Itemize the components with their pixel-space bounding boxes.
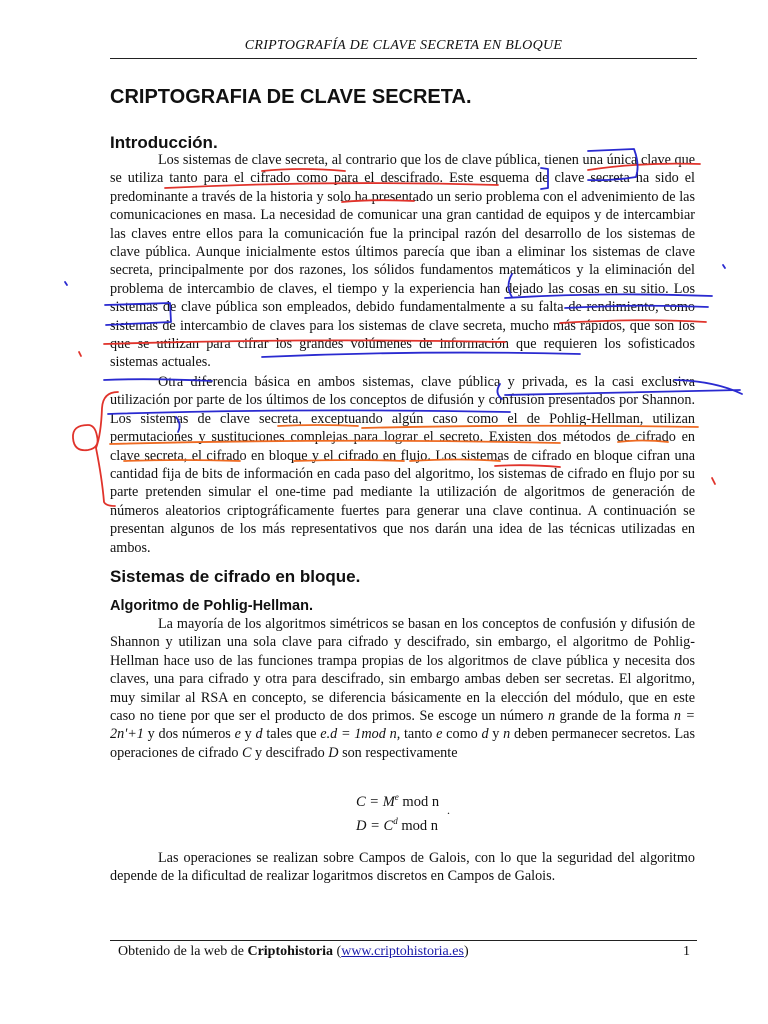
section-heading-block-ciphers: Sistemas de cifrado en bloque. xyxy=(110,567,361,586)
red-tick-right xyxy=(712,478,715,484)
ph-text-c: y dos números xyxy=(147,726,231,743)
var-d: d xyxy=(255,726,263,743)
expr-modulus: n = 2n'+1 xyxy=(110,708,696,743)
expr-ed: e.d = 1mod n xyxy=(320,726,397,743)
ph-text-i: deben permanecer secretos. Las operaciones de cifrado xyxy=(110,726,695,761)
formula-decrypt-rhs: mod n xyxy=(397,818,438,834)
pohlig-hellman-paragraph-2: Las operaciones se realizan sobre Campos de Galois, con lo que la seguridad del algoritmo depende de la dificultad de realizar logaritmos discretos en Campos de Galois. xyxy=(110,850,695,885)
pohlig-hellman-paragraph-1 xyxy=(110,615,695,762)
ph-text-k: son respectivamente xyxy=(342,744,458,761)
ph-text-f: , tanto xyxy=(396,726,433,743)
red-tick-left xyxy=(79,352,81,356)
formula-encrypt-lhs: C = M xyxy=(356,794,395,810)
blue-mark-right xyxy=(723,265,725,268)
subsection-heading-pohlig-hellman: Algoritmo de Pohlig-Hellman. xyxy=(110,598,314,614)
var-C: C xyxy=(241,744,252,761)
formula-decrypt xyxy=(356,816,438,835)
formula-encrypt-rhs: mod n xyxy=(398,794,440,810)
intro-paragraph-1: Los sistemas de clave secreta, al contrario que los de clave pública, tienen una única clave que se utiliza tanto para el cifrado como para el descifrado. Este esquema de clave secreta ha sido el predominante a través de la historia y solo ha presentado un serio problema con el advenimiento de las comunicaciones en masa. La necesidad de comunicar una gran cantidad de equipos y de intercambiar las claves entre ellos para la comunicación fue la principal razón del desarrollo de los sistemas de clave pública. Aunque inicialmente estos últimos parecía que iban a eliminar los sistemas de clave secreta, principalmente por dos razones, los sólidos fundamentos matemáticos y la eliminación del problema de intercambio de claves, el tiempo y la experiencia han dejado las cosas en su sitio. Los sistemas de clave pública son empleados, debido fundamentalmente a su falta de rendimiento, como sistemas de intercambio de claves para los sistemas de clave secreta, mucho más rápidos, que son los que se utilizan para cifrar los grandes volúmenes de información que requieren los sofisticados sistemas actuales. xyxy=(110,152,695,371)
var-n: n xyxy=(547,708,556,725)
footer xyxy=(118,944,469,960)
ph-text-j: y descifrado xyxy=(254,744,325,761)
ph-text-e: tales que xyxy=(266,726,317,743)
ph-text-b: grande de la forma xyxy=(559,708,670,725)
footer-rule xyxy=(110,940,697,941)
footer-link[interactable]: www.criptohistoria.es xyxy=(341,944,464,959)
var-D: D xyxy=(328,744,339,761)
var-e-2: e xyxy=(436,726,443,743)
page-number: 1 xyxy=(683,944,690,959)
formula-encrypt xyxy=(356,792,439,811)
intro-paragraph-2: Otra diferencia básica en ambos sistemas, clave pública y privada, es la casi exclusiva utilización por parte de los últimos de los conceptos de difusión y confusión presentados por Shannon. Los sistemas de clave secreta, exceptuando algún caso como el de Pohlig-Hellman, utilizan permutaciones y sustituciones complejas para lograr el secreto. Existen dos métodos de cifrado en clave secreta, el cifrado en bloque y el cifrado en flujo. Los sistemas de cifrado en bloque cifran una cantidad fija de bits de información en cada paso del algoritmo, los sistemas de cifrado en flujo por su parte pretenden simular el one-time pad mediante la utilización de algoritmos de generación de números aleatorios criptográficamente fuertes para generar una clave continua. A continuación se presentan algunos de los más representativos que nos darán una idea de las técnicas utilizadas en ambos. xyxy=(110,374,695,556)
running-header: CRIPTOGRAFÍA DE CLAVE SECRETA EN BLOQUE xyxy=(244,38,563,53)
ph-text-a: La mayoría de los algoritmos simétricos se basan en los conceptos de confusión y difusión de Shannon y utilizan una sola clave para cifrado y descifrado, sin embargo, el algoritmo de Pohlig-Hellman hace uso de las funciones trampa propias de los algoritmos de clave pública y necesita dos claves, una para cifrado y otra para descifrado, sin embargo ambas deben ser secretas. El algoritmo, muy similar al RSA en concepto, se diferencia básicamente en la elección del módulo, que en este caso no tiene por que ser el producto de dos primos. Se escoge un número xyxy=(110,616,695,725)
header-rule xyxy=(110,58,697,59)
formula-decrypt-lhs: D = C xyxy=(356,818,394,834)
formula-period: . xyxy=(447,803,450,817)
formula-encrypt-exponent: e xyxy=(394,792,399,802)
formula-decrypt-exponent: d xyxy=(393,816,398,826)
section-heading-intro: Introducción. xyxy=(110,133,218,152)
ph-text-h: y xyxy=(492,726,500,743)
var-e: e xyxy=(234,726,241,743)
footer-site-name: Criptohistoria xyxy=(247,944,334,959)
red-circle xyxy=(73,425,98,450)
footer-close-paren: ) xyxy=(463,944,469,959)
ph-text-d: y xyxy=(244,726,252,743)
ph-text-g: como xyxy=(446,726,478,743)
var-n-2: n xyxy=(503,726,511,743)
var-d-2: d xyxy=(481,726,489,743)
blue-mark-left xyxy=(65,282,67,285)
page-title: CRIPTOGRAFIA DE CLAVE SECRETA. xyxy=(110,86,472,108)
footer-prefix: Obtenido de la web de xyxy=(118,944,248,959)
footer-open-paren: ( xyxy=(333,944,342,959)
